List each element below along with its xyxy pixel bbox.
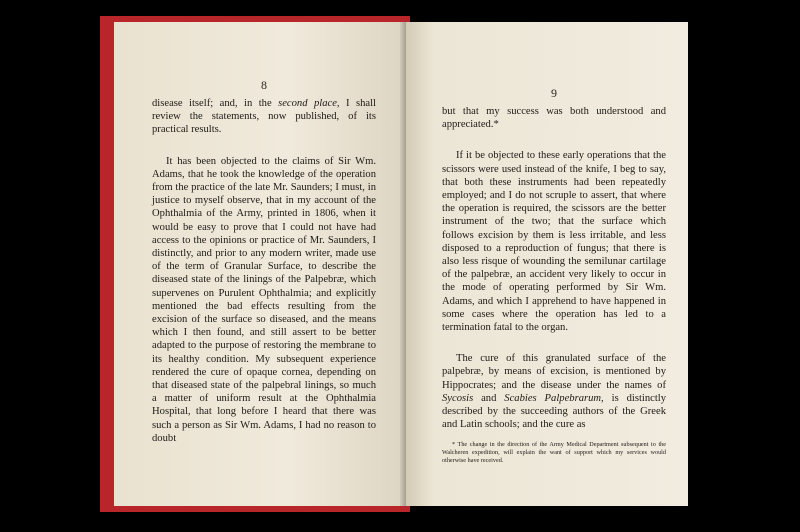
footnote-text: * The change in the direction of the Army Medical Department subsequent to the Walcheren expedition, will explain the want of support which my services would otherwise have received. bbox=[442, 441, 666, 464]
right-paragraph-3: The cure of this granulated surface of the palpebræ, by means of excision, is mentioned by Hippocrates; and the disease under the names of Sycosis and Scabies Palpebrarum, is distinctly described by the succeeding authors of the Greek and Latin schools; and the cure as bbox=[442, 353, 667, 431]
left-paragraph-2: It has been objected to the claims of Sir Wm. Adams, that he took the knowledge of the operation from the practice of the late Mr. Saunders; I must, in justice to myself observe, that in my account of the Ophthalmia of the Army, printed in 1806, when it would be easy to prove that I could not have had access to the opinions or practice of Mr. Saunders, I distinctly, and prior to any modern writer, made use of the term of Granular Surface, to describe the diseased state of the linings of the Palpebræ, which supervenes on Purulent Ophthalmia; and explicitly mentioned the bad effects resulting from the excision of the surface so diseased, and the means which I then found, and still assert to be better adapted to the purpose of restoring the membrane to its healthy condition. My subsequent experience rendered the cure of opaque cornea, depending on that diseased state of the palpebral linings, so much a matter of uniform result at the Ophthalmia Hospital, that long before I heard that there was such a person as Sir Wm. Adams, I had no reason to doubt bbox=[152, 155, 376, 444]
right-paragraph-1: but that my success was both understood and appreciated.* bbox=[442, 106, 666, 131]
left-paragraph-1: disease itself; and, in the second place, I shall review the statements, now published, of its practical results. bbox=[152, 98, 376, 136]
footnote bbox=[442, 440, 666, 465]
page-number-right: 9 bbox=[551, 86, 557, 100]
left-page bbox=[114, 22, 406, 506]
right-page bbox=[406, 22, 688, 506]
page-number-left: 8 bbox=[261, 78, 267, 92]
right-paragraph-2: If it be objected to these early operations that the scissors were used instead of the knife, I beg to say, that both these instruments had been repeatedly employed; and I do not scruple to assert, that where the operation is required, the scissors are the better instrument of the two; that the surface which follows excision by them is less irritable, and less disposed to a reproduction of fungus; that there is also less risque of wounding the semilunar cartilage of the palpebræ, an accident very likely to occur in the mode of operating performed by Sir Wm. Adams, and which I apprehend to have happened in some cases where the operation has led to a termination fatal to the organ. bbox=[442, 150, 666, 334]
open-book bbox=[100, 16, 692, 512]
